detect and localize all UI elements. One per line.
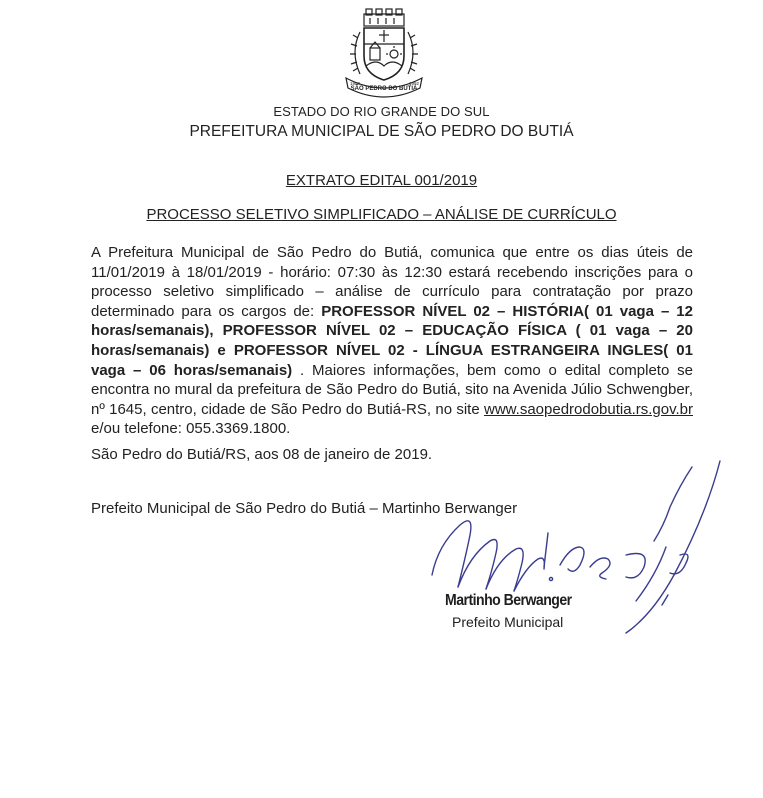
body-phone: e/ou telefone: 055.3369.1800.: [91, 420, 291, 438]
body-details: . Maiores informações, bem como o edital completo se encontra no mural da prefeitura de São Pedro do Butiá, sito na Avenida Júlio Schwengber, nº 1645, centro, cidade de São Pedro do Butiá-RS, no site: [91, 361, 693, 418]
crest-year-right: 1992: [409, 81, 420, 86]
website-link[interactable]: www.saopedrodobutia.rs.gov.br: [483, 400, 693, 418]
body-intro: A Prefeitura Municipal de São Pedro do Butiá, comunica que entre os dias úteis de 11/01/2019 à 18/01/2019 - horário: 07:30 às 12:30 estará recebendo inscrições para o processo seletivo simplificado – análise de currículo para contratação por prazo determinado para os cargos de:: [91, 244, 693, 320]
document-subtitle: PROCESSO SELETIVO SIMPLIFICADO – ANÁLISE DE CURRÍCULO: [146, 206, 617, 223]
state-heading: ESTADO DO RIO GRANDE DO SUL: [273, 104, 490, 119]
crest-year-left: 1988: [350, 81, 361, 86]
document-title: EXTRATO EDITAL 001/2019: [285, 172, 478, 189]
position-history: PROFESSOR NÍVEL 02 – HISTÓRIA( 01 vaga – 12 horas/semanais),: [91, 302, 693, 340]
date-line: São Pedro do Butiá/RS, aos 08 de janeiro de 2019.: [91, 446, 433, 463]
coat-of-arms-icon: [336, 8, 432, 98]
position-physical-education: PROFESSOR NÍVEL 02 – EDUCAÇÃO FÍSICA ( 01 vaga – 20 horas/semanais) e: [91, 322, 693, 359]
position-english: PROFESSOR NÍVEL 02 - LÍNGUA ESTRANGEIRA INGLES( 01 vaga – 06 horas/semanais): [91, 341, 693, 379]
municipality-heading: PREFEITURA MUNICIPAL DE SÃO PEDRO DO BUTIÁ: [189, 123, 574, 140]
signature-stamp-name: Martinho Berwanger: [445, 592, 572, 609]
signer-line: Prefeito Municipal de São Pedro do Butiá – Martinho Berwanger: [91, 500, 518, 517]
signature-stamp-title: Prefeito Municipal: [452, 614, 564, 630]
blank-margin: [0, 678, 763, 798]
crest-ribbon-text: SÃO PEDRO DO BUTIÁ: [350, 86, 418, 92]
notice-body: [91, 243, 693, 439]
